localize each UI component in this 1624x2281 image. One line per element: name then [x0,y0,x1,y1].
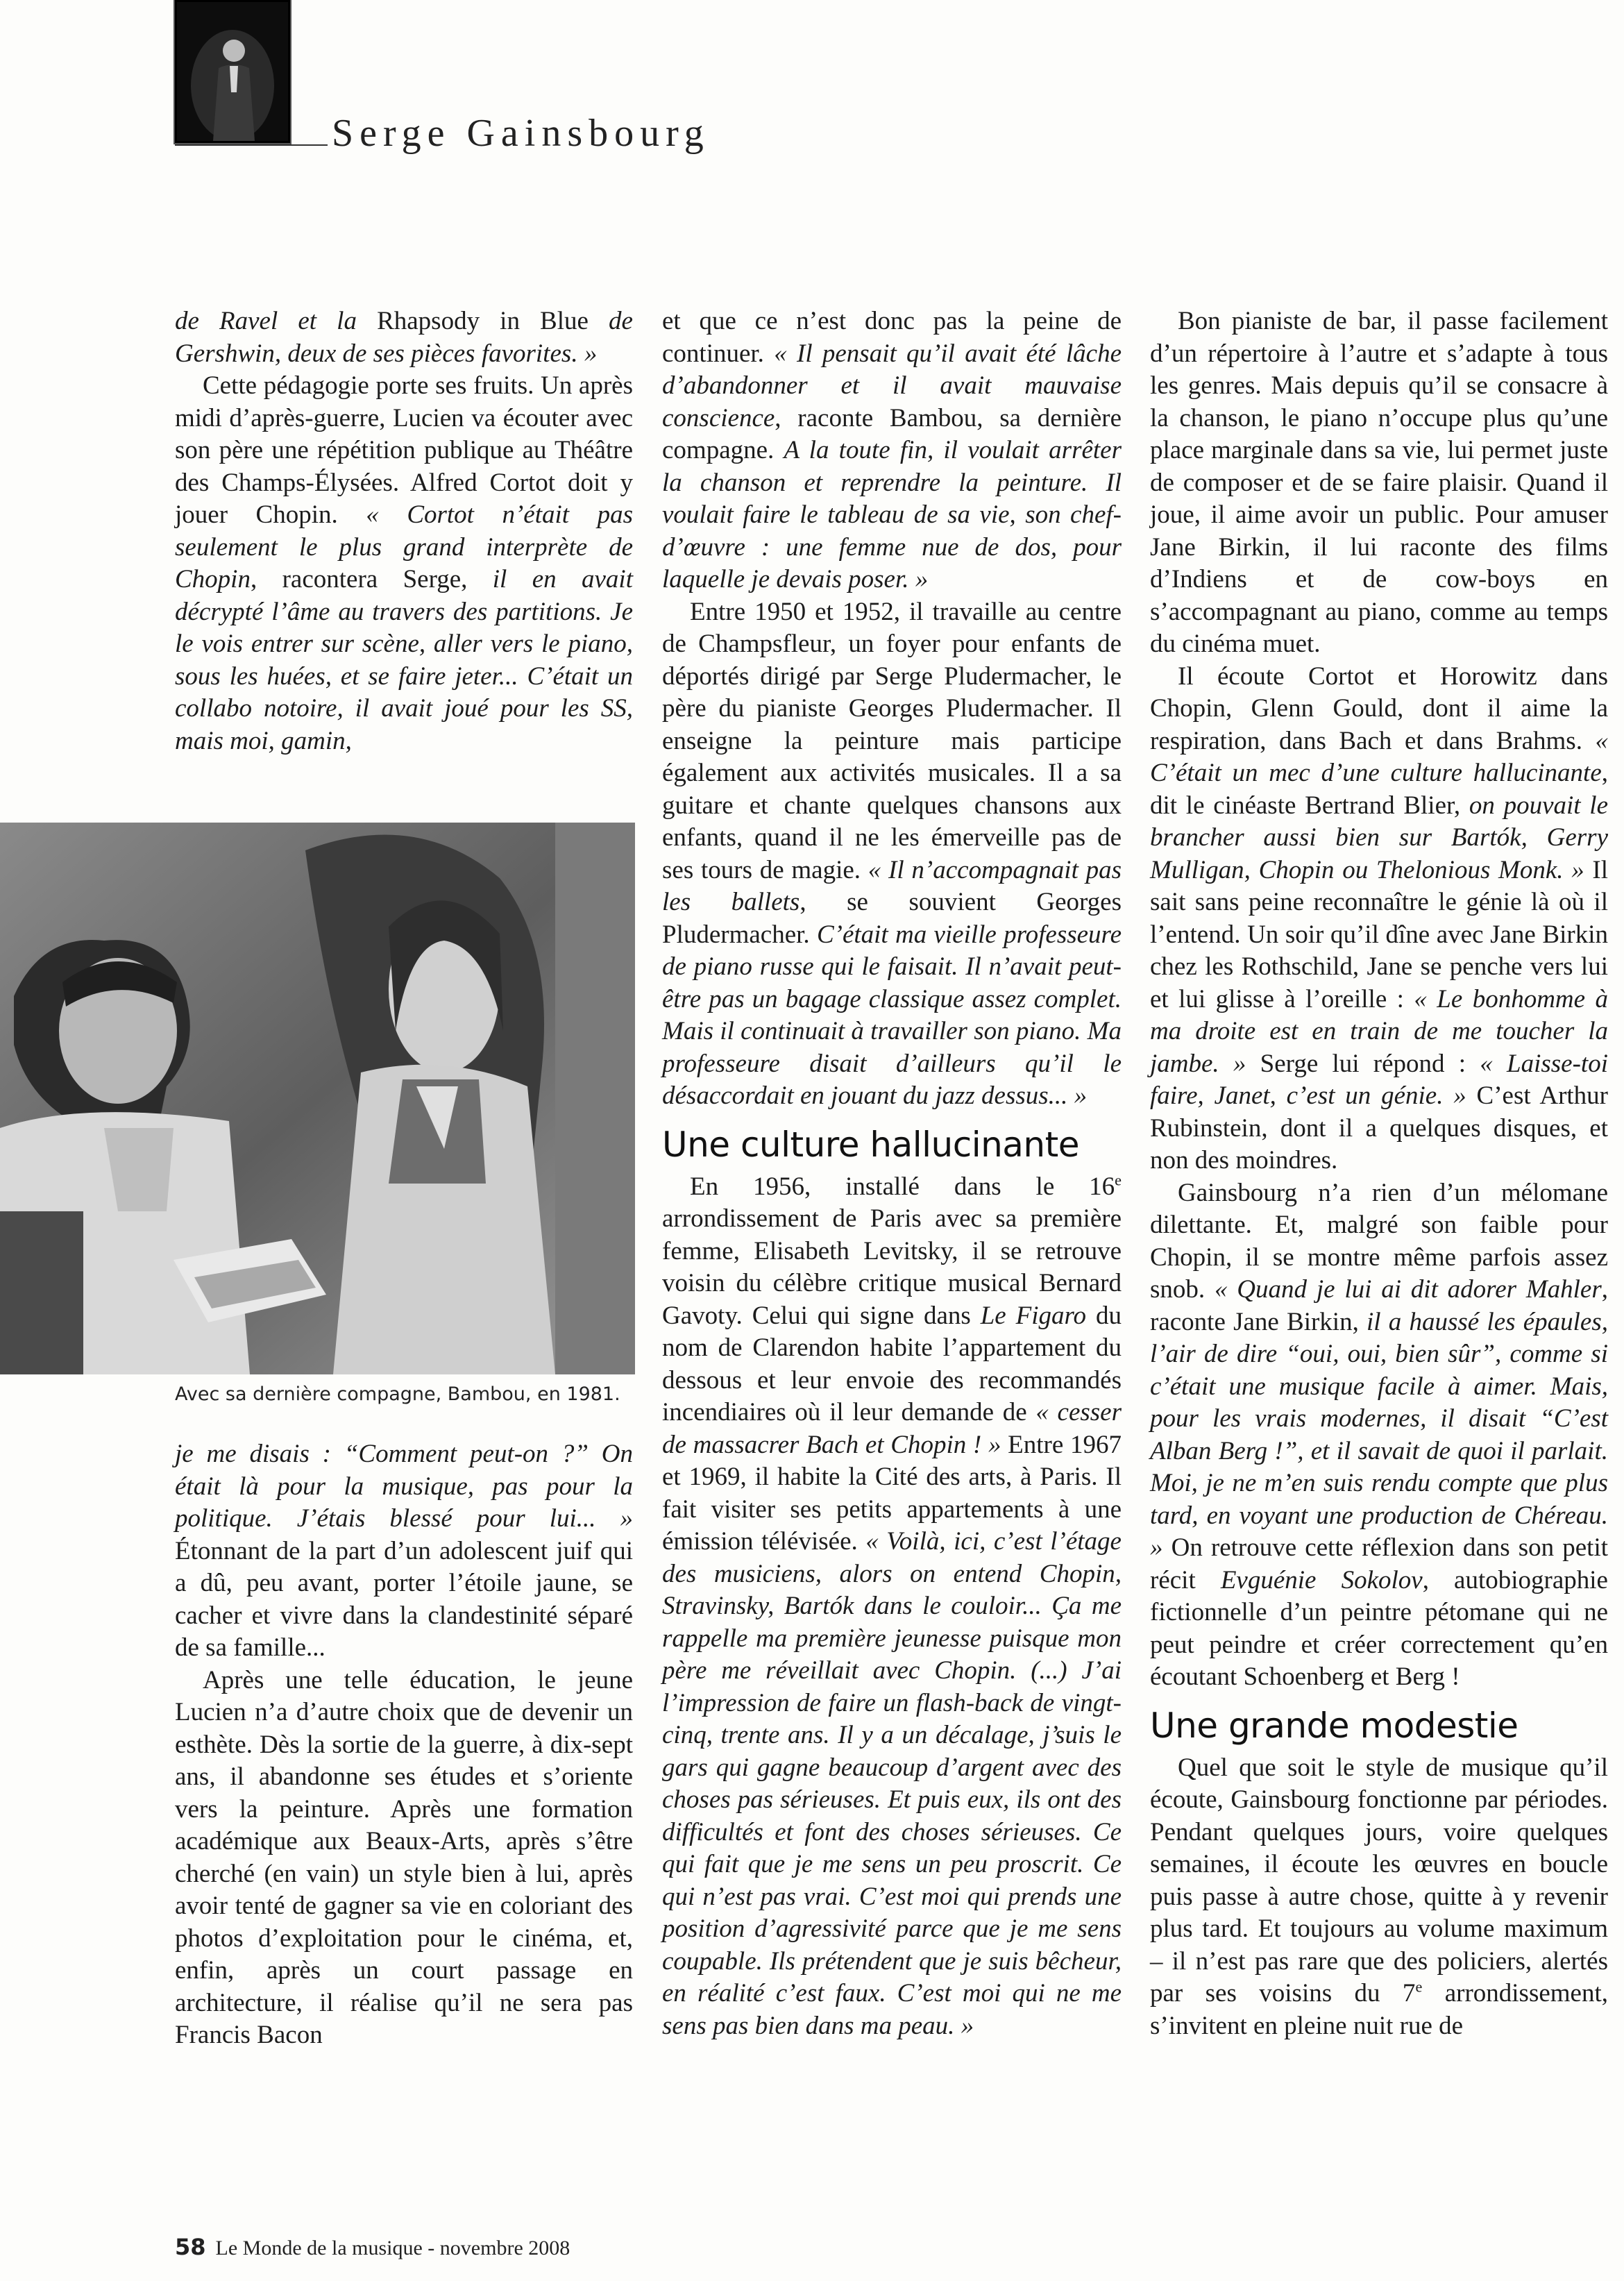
section-title: Serge Gainsbourg [332,112,710,155]
column-1-bottom [175,1438,633,2052]
column-2 [662,305,1122,2042]
paragraph: Il écoute Cortot et Horowitz dans Chopin, Glenn Gould, dont il aime la respiration, dans Bach et dans Brahms. « C’était un mec d’une culture hallucinante, dit le cinéaste Bertrand Blier, on pouvait le brancher aussi bien sur Bartók, Gerry Mulligan, Chopin ou Thelonious Monk. » Il sait sans peine reconnaître le génie là où il l’entend. Un soir qu’il dîne avec Jane Birkin chez les Rothschild, Jane se penche vers lui et lui glisse à l’oreille : « Le bonhomme à ma droite est en train de me toucher la jambe. » Serge lui répond : « Laisse-toi faire, Janet, c’est un génie. » C’est Arthur Rubinstein, dont il a quelques disques, et non des moindres. [1150,662,1609,1175]
column-3 [1150,305,1608,2042]
footer-separator: - [428,2237,435,2259]
page-footer [175,2234,570,2260]
paragraph: je me disais : “Comment peut-on ?” On était là pour la musique, pas pour la politique. J’étais blessé pour lui... » Étonnant de la part d’un adolescent juif qui a dû, peu avant, porter l’étoile jaune, se cacher et vivre dans la clandestinité séparé de sa famille... [175,1440,633,1662]
subheading-culture: Une culture hallucinante [662,1124,1079,1165]
magazine-name: Le Monde de la musique [215,2237,423,2259]
paragraph: Après une telle éducation, le jeune Lucien n’a d’autre choix que de devenir un esthète. Dès la sortie de la guerre, à dix-sept ans, il abandonne ses études et s’oriente vers la peinture. Après une formation académique aux Beaux-Arts, après s’être cherché (en vain) un style bien à lui, après avoir tenté de gagner sa vie en coloriant des photos d’exploitation pour le cinéma, et, enfin, après un court passage en architecture, il réalise qu’il ne sera pas Francis Bacon [175,1665,633,2049]
photo-image [0,823,635,1374]
column-1-top [175,305,633,757]
paragraph: Quel que soit le style de musique qu’il écoute, Gainsbourg fonctionne par périodes. Pendant quelques jours, voire quelques semaines, il écoute les œuvres en boucle puis passe à autre chose, quitte à y revenir plus tard. Et toujours au volume maximum – il n’est pas rare que des policiers, alertés par ses voisins du 7e arrondissement, s’invitent en pleine nuit rue de [1150,1753,1608,2040]
header-rule [175,144,328,146]
paragraph: Bon pianiste de bar, il passe facilement d’un répertoire à l’autre et s’adapte à tous les genres. Mais depuis qu’il se consacre à la chanson, le piano n’occupe plus qu’une place marginale dans sa vie, lui permet juste de composer et de se faire plaisir. Quand il joue, il aime avoir un public. Pour amuser Jane Birkin, il lui raconte des films d’Indiens et de cow-boys en s’accompagnant au piano, comme au temps du cinéma muet. [1150,307,1608,658]
subheading-modestie: Une grande modestie [1150,1705,1519,1746]
paragraph: de Ravel et la Rhapsody in Blue de Gershwin, deux de ses pièces favorites. » [175,307,633,368]
header-portrait-thumbnail [175,0,290,143]
singer-silhouette-image [177,2,288,141]
paragraph: Cette pédagogie porte ses fruits. Un après midi d’après-guerre, Lucien va écouter avec son père une répétition publique au Théâtre des Champs-Élysées. Alfred Cortot doit y jouer Chopin. « Cortot n’était pas seulement le plus grand interprète de Chopin, racontera Serge, il en avait décrypté l’âme au travers des partitions. Je le vois entrer sur scène, aller vers le piano, sous les huées, et se faire jeter... C’était un collabo notoire, il avait joué pour les SS, mais moi, gamin, [175,371,634,755]
issue-date: novembre 2008 [439,2237,570,2259]
paragraph: et que ce n’est donc pas la peine de continuer. « Il pensait qu’il avait été lâche d’abandonner et il avait mauvaise conscience, raconte Bambou, sa dernière compagne. A la toute fin, il voulait arrêter la chanson et reprendre la peinture. Il voulait faire le tableau de sa vie, son chef-d’œuvre : une femme nue de dos, pour laquelle je devais poser. » [662,307,1122,594]
page-number: 58 [175,2234,206,2260]
photo-caption: Avec sa dernière compagne, Bambou, en 1981. [175,1383,620,1405]
paragraph: En 1956, installé dans le 16e arrondissement de Paris avec sa première femme, Elisabeth Levitsky, il se retrouve voisin du célèbre critique musical Bernard Gavoty. Celui qui signe dans Le Figaro du nom de Clarendon habite l’appartement du dessous et leur envoie des recommandés incendiaires où il leur demande de « cesser de massacrer Bach et Chopin ! » Entre 1967 et 1969, il habite la Cité des arts, à Paris. Il fait visiter ses petits appartements à une émission télévisée. « Voilà, ici, c’est l’étage des musiciens, alors on entend Chopin, Stravinsky, Bartók dans le couloir... Ça me rappelle ma première jeunesse puisque mon père me réveillait avec Chopin. (...) J’ai l’impression de faire un flash-back de vingt-cinq, trente ans. Il y a un décalage, j’suis le gars qui gagne beaucoup d’argent avec des choses pas sérieuses. Et puis eux, ils ont des difficultés et font des choses sérieuses. Ce qui fait que je me sens un peu proscrit. Ce qui n’est pas vrai. C’est moi qui prends une position d’agressivité parce que je me sens coupable. Ils prétendent que je suis bêcheur, en réalité c’est faux. C’est moi qui ne me sens pas bien dans ma peau. » [662,1171,1122,2040]
paragraph: Gainsbourg n’a rien d’un mélomane dilettante. Et, malgré son faible pour Chopin, il se montre même parfois assez snob. « Quand je lui ai dit adorer Mahler, raconte Jane Birkin, il a haussé les épaules, l’air de dire “oui, oui, bien sûr”, comme si c’était une musique facile à aimer. Mais, pour les vrais modernes, il disait “C’est Alban Berg !”, et il savait de quoi il parlait. Moi, je ne m’en suis rendu compte que plus tard, en voyant une production de Chéreau. » On retrouve cette réflexion dans son petit récit Evguénie Sokolov, autobiographie fictionnelle d’un peintre pétomane qui ne peut peindre et créer correctement qu’en écoutant Schoenberg et Berg ! [1150,1178,1608,1691]
paragraph: Entre 1950 et 1952, il travaille au centre de Champsfleur, un foyer pour enfants de déportés dirigé par Serge Pludermacher, le père du pianiste Georges Pludermacher. Il enseigne la peinture mais participe également aux activités musicales. Il a sa guitare et chante quelques chansons aux enfants, quand il ne les émerveille pas de ses tours de magie. « Il n’accompagnait pas les ballets, se souvient Georges Pludermacher. C’était ma vieille professeure de piano russe qui le faisait. Il n’avait peut-être pas un bagage classique assez complet. Mais il continuait à travailler son piano. Ma professeure disait d’ailleurs qu’il le désaccordait en jouant du jazz dessus... » [662,597,1122,1110]
photo-gainsbourg-bambou [0,823,635,1374]
